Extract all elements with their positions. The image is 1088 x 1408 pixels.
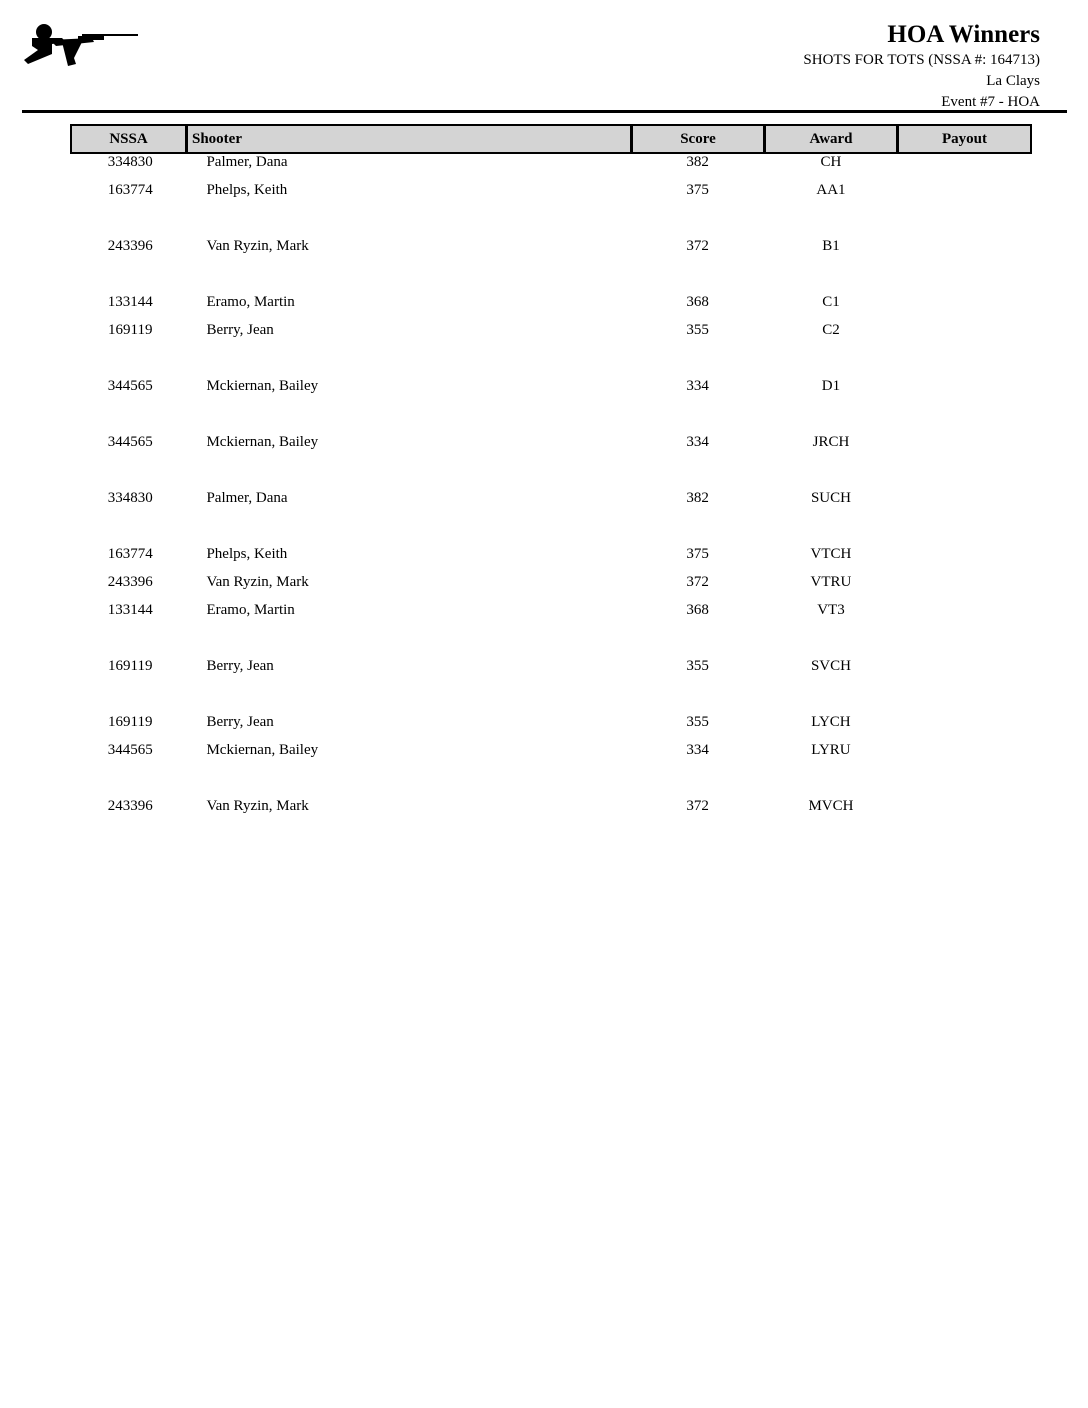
award-cell: AA1 [816,182,846,198]
nssa-cell: 243396 [107,574,153,590]
table-row [70,292,1032,320]
score-cell: 375 [686,182,709,198]
column-header-payout: Payout [897,124,1032,154]
nssa-cell: 169119 [108,658,153,674]
nssa-cell: 133144 [107,294,153,310]
score-cell: 334 [686,378,709,394]
shooter-cell: Van Ryzin, Mark [206,238,309,254]
shooter-cell: Van Ryzin, Mark [206,574,309,590]
score-cell: 382 [686,154,709,170]
payout-cell [898,320,1032,348]
award-cell: D1 [821,378,841,394]
table-row [70,656,1032,684]
table-row [70,712,1032,740]
award-cell: B1 [822,238,840,254]
table-row [70,740,1032,768]
column-header-score: Score [631,124,765,154]
nssa-cell: 169119 [108,714,153,730]
nssa-cell: 334830 [107,154,153,170]
payout-cell [898,712,1032,740]
score-cell: 334 [686,434,709,450]
event-label: Event #7 - HOA [941,94,1040,110]
shooter-cell: Mckiernan, Bailey [206,434,319,450]
shooter-cell: Berry, Jean [206,322,274,338]
table-row [70,432,1032,460]
award-cell: SVCH [810,658,851,674]
score-cell: 368 [686,602,709,618]
header-divider [22,110,1067,113]
winners-table-body [70,152,1032,824]
table-row [70,600,1032,628]
award-cell: JRCH [812,434,850,450]
award-cell: VTCH [810,546,852,562]
award-cell: VTRU [810,574,852,590]
club-name: La Clays [986,73,1040,89]
event-name: SHOTS FOR TOTS (NSSA #: 164713) [803,52,1040,68]
shooter-cell: Phelps, Keith [206,182,288,198]
shooter-cell: Berry, Jean [206,658,274,674]
score-cell: 372 [686,574,709,590]
nssa-cell: 169119 [108,322,153,338]
payout-cell [898,236,1032,264]
table-row [70,152,1032,180]
nssa-cell: 133144 [107,602,153,618]
award-cell: VT3 [817,602,845,618]
table-row [70,796,1032,824]
payout-cell [898,572,1032,600]
payout-cell [898,796,1032,824]
shooter-cell: Phelps, Keith [206,546,288,562]
score-cell: 355 [686,714,709,730]
column-header-award: Award [764,124,898,154]
table-header [70,124,1032,154]
score-cell: 355 [686,322,709,338]
nssa-cell: 243396 [107,798,153,814]
payout-cell [898,152,1032,180]
shooter-cell: Eramo, Martin [206,294,295,310]
shooter-cell: Eramo, Martin [206,602,295,618]
report-title: HOA Winners [887,21,1040,48]
table-row [70,236,1032,264]
nssa-cell: 243396 [107,238,153,254]
shooter-cell: Mckiernan, Bailey [206,378,319,394]
payout-cell [898,292,1032,320]
column-header-nssa: NSSA [70,124,187,154]
payout-cell [898,740,1032,768]
table-row [70,488,1032,516]
shooter-cell: Van Ryzin, Mark [206,798,309,814]
shooter-cell: Mckiernan, Bailey [206,742,319,758]
nssa-cell: 344565 [107,378,153,394]
award-cell: C2 [822,322,840,338]
score-cell: 375 [686,546,709,562]
table-row [70,544,1032,572]
score-cell: 355 [686,658,709,674]
nssa-cell: 163774 [107,182,153,198]
award-cell: LYRU [811,742,851,758]
score-cell: 334 [686,742,709,758]
table-row [70,320,1032,348]
payout-cell [898,376,1032,404]
shooter-cell: Berry, Jean [206,714,274,730]
report-header [803,20,1040,113]
score-cell: 368 [686,294,709,310]
column-header-shooter: Shooter [186,124,632,154]
award-cell: SUCH [810,490,851,506]
table-row [70,180,1032,208]
award-cell: CH [820,154,842,170]
table-row [70,572,1032,600]
award-cell: C1 [822,294,840,310]
nssa-cell: 334830 [107,490,153,506]
score-cell: 382 [686,490,709,506]
shooter-cell: Palmer, Dana [206,154,288,170]
payout-cell [898,432,1032,460]
shooter-logo-icon [22,20,140,70]
payout-cell [898,656,1032,684]
payout-cell [898,600,1032,628]
payout-cell [898,544,1032,572]
score-cell: 372 [686,238,709,254]
payout-cell [898,180,1032,208]
score-cell: 372 [686,798,709,814]
shooter-cell: Palmer, Dana [206,490,288,506]
award-cell: LYCH [811,714,851,730]
award-cell: MVCH [808,798,854,814]
nssa-cell: 163774 [107,546,153,562]
nssa-cell: 344565 [107,434,153,450]
payout-cell [898,488,1032,516]
nssa-cell: 344565 [107,742,153,758]
table-row [70,376,1032,404]
